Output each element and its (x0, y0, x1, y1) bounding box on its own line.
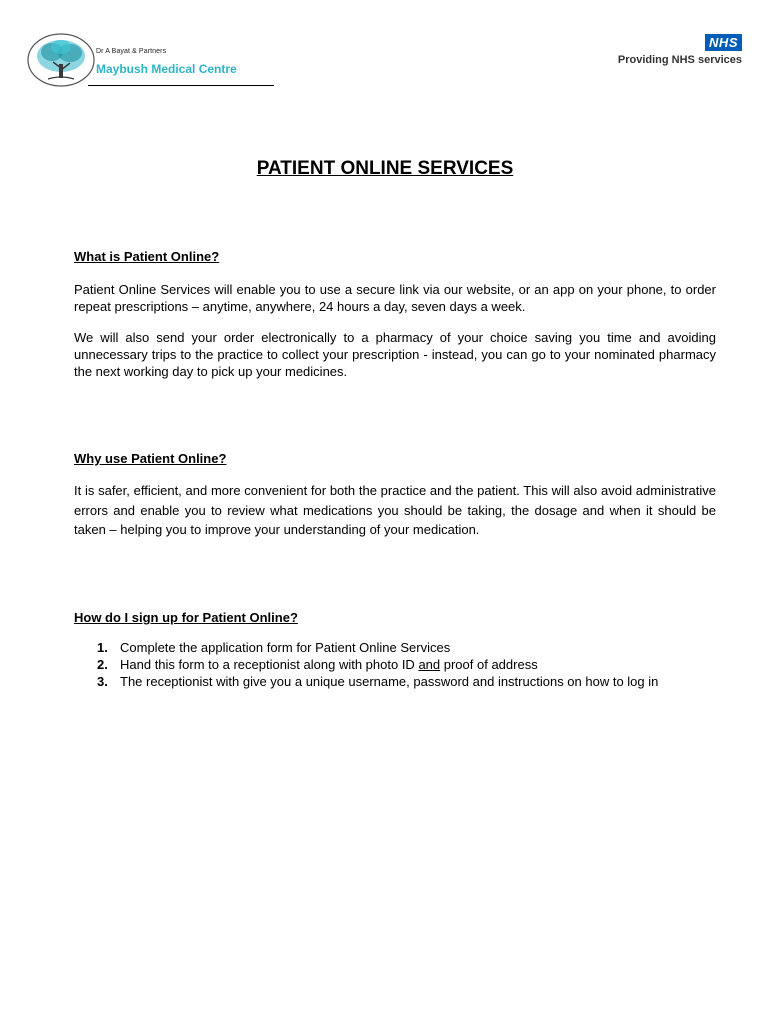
step-number: 2. (97, 657, 108, 672)
nhs-branding (618, 34, 742, 66)
step-number: 1. (97, 640, 108, 655)
paragraph-what-2: We will also send your order electronically to a pharmacy of your choice saving you time and avoiding unnecessary trips to the practice to collect your prescription - instead, you can go to your nominated pharmacy the next working day to pick up your medicines. (74, 330, 716, 379)
step-text: The receptionist with give you a unique username, password and instructions on how to log in (120, 674, 659, 689)
list-item (74, 639, 716, 656)
section-what (74, 249, 716, 380)
step-text-underlined: and (418, 657, 441, 672)
section-how (74, 610, 716, 690)
signup-steps-list (74, 639, 716, 690)
step-text: Complete the application form for Patient Online Services (120, 640, 451, 655)
nhs-providing-text: Providing NHS services (617, 54, 742, 66)
paragraph-why-1: It is safer, efficient, and more convenient for both the practice and the patient. This will also avoid administrative errors and enable you to review what medications you should be taking, the dosage and when it should be taken – helping you to improve your understanding of your medication. (74, 483, 716, 537)
header-divider (88, 85, 274, 86)
practice-partners: Dr A Bayat & Partners (96, 48, 167, 55)
list-item (74, 656, 716, 673)
step-number: 3. (97, 674, 108, 689)
step-text-before: Hand this form to a receptionist along with photo ID (120, 657, 419, 672)
list-item (74, 673, 716, 690)
section-heading-why: Why use Patient Online? (74, 451, 227, 466)
section-heading-how: How do I sign up for Patient Online? (74, 610, 298, 625)
nhs-logo-icon: NHS (705, 34, 742, 51)
practice-name: Maybush Medical Centre (96, 62, 237, 76)
paragraph-what-1: Patient Online Services will enable you to use a secure link via our website, or an app on your phone, to order repeat prescriptions – anytime, anywhere, 24 hours a day, seven days a week. (74, 282, 716, 314)
section-heading-what: What is Patient Online? (74, 249, 220, 264)
step-text-after: proof of address (440, 657, 538, 672)
tree-logo-icon (26, 32, 96, 88)
page-title: PATIENT ONLINE SERVICES (256, 158, 514, 179)
section-why (74, 451, 716, 540)
